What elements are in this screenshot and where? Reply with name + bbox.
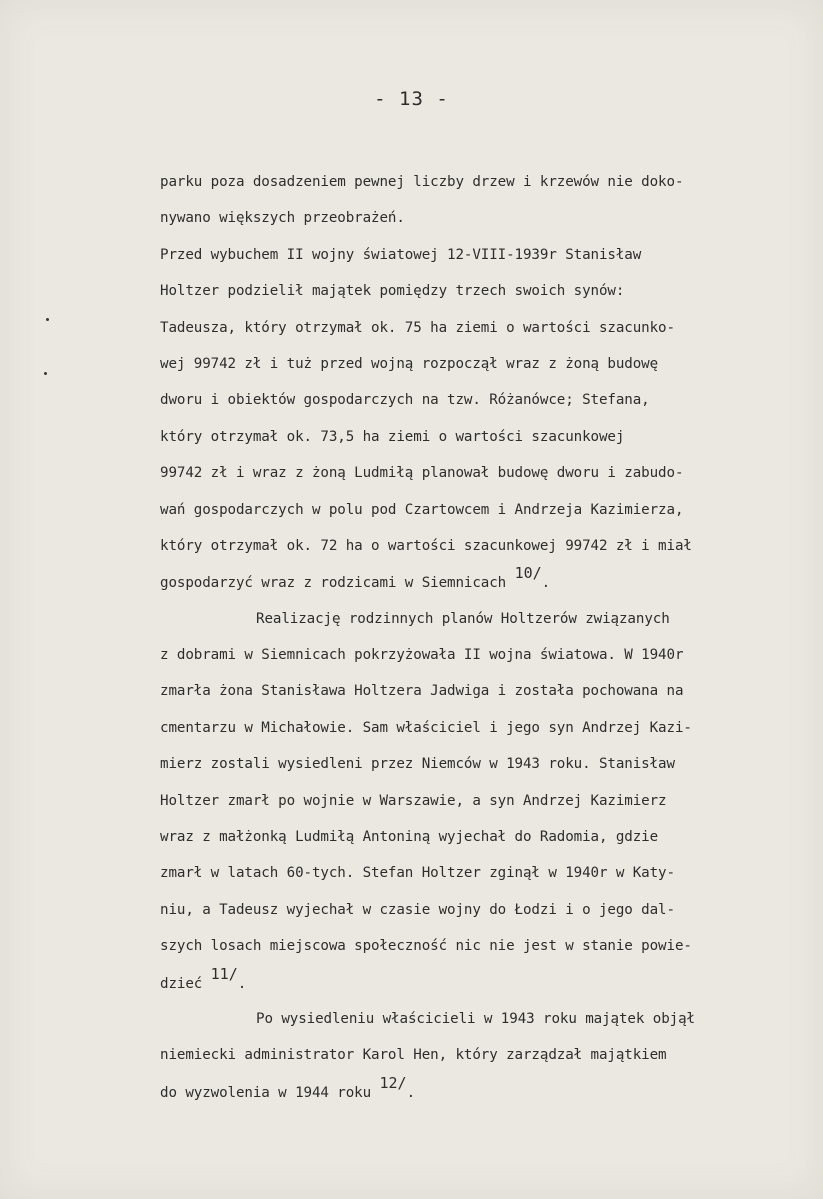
- text-line: [160, 427, 820, 463]
- line-text: dworu i obiektów gospodarczych na tzw. Różanówce; Stefana,: [160, 392, 650, 409]
- line-text: zmarła żona Stanisława Holtzera Jadwiga i została pochowana na: [160, 683, 684, 700]
- line-text: do wyzwolenia w 1944 roku: [160, 1084, 380, 1101]
- text-line: [160, 645, 820, 681]
- text-line: [160, 827, 820, 863]
- line-text: wań gospodarczych w polu pod Czartowcem i Andrzeja Kazimierza,: [160, 501, 684, 518]
- line-text: niu, a Tadeusz wyjechał w czasie wojny do Łodzi i o jego dal-: [160, 901, 675, 918]
- line-text: Holtzer podzielił majątek pomiędzy trzech swoich synów:: [160, 283, 625, 300]
- line-text: cmentarzu w Michałowie. Sam właściciel i jego syn Andrzej Kazi-: [160, 719, 692, 736]
- margin-mark: [44, 372, 47, 375]
- text-line: [160, 791, 820, 827]
- text-line: [160, 354, 820, 390]
- line-text: zmarł w latach 60-tych. Stefan Holtzer zginął w 1940r w Katy-: [160, 865, 675, 882]
- line-text: 99742 zł i wraz z żoną Ludmiłą planował budowę dworu i zabudo-: [160, 465, 684, 482]
- line-text: wej 99742 zł i tuż przed wojną rozpoczął wraz z żoną budowę: [160, 355, 659, 372]
- text-line: [160, 208, 820, 244]
- margin-mark: [46, 318, 49, 321]
- line-text: nywano większych przeobrażeń.: [160, 210, 405, 227]
- text-line: [160, 564, 820, 608]
- text-line: [160, 609, 820, 645]
- text-line: [160, 900, 820, 936]
- text-line: [160, 964, 820, 1009]
- line-punctuation: .: [237, 975, 247, 992]
- line-text: Holtzer zmarł po wojnie w Warszawie, a syn Andrzej Kazimierz: [160, 792, 667, 809]
- text-line: [160, 500, 820, 536]
- text-line: [160, 754, 820, 790]
- text-line: [160, 172, 820, 208]
- line-punctuation: .: [541, 575, 551, 592]
- text-line: [160, 718, 820, 754]
- footnote-ref: 11/: [210, 964, 238, 983]
- text-line: [160, 318, 820, 354]
- line-text: niemiecki administrator Karol Hen, który zarządzał majątkiem: [160, 1047, 667, 1064]
- footnote-ref: 12/: [379, 1073, 407, 1092]
- text-line: [160, 863, 820, 899]
- line-text: z dobrami w Siemnicach pokrzyżowała II wojna światowa. W 1940r: [160, 647, 684, 664]
- line-text: dzieć: [160, 975, 211, 992]
- text-body: [160, 172, 820, 1118]
- text-line: [160, 936, 820, 972]
- text-line: [160, 681, 820, 717]
- text-line: [160, 1045, 820, 1081]
- text-line: [160, 281, 820, 317]
- text-line: [160, 1009, 820, 1045]
- line-punctuation: .: [406, 1084, 416, 1101]
- text-line: [160, 245, 820, 281]
- line-text: który otrzymał ok. 73,5 ha ziemi o wartości szacunkowej: [160, 428, 625, 445]
- text-line: [160, 390, 820, 426]
- line-text: wraz z małżonką Ludmiłą Antoniną wyjechał do Radomia, gdzie: [160, 829, 659, 846]
- line-text: szych losach miejscowa społeczność nic nie jest w stanie powie-: [160, 938, 692, 955]
- line-text: mierz zostali wysiedleni przez Niemców w 1943 roku. Stanisław: [160, 756, 675, 773]
- line-text: Po wysiedleniu właścicieli w 1943 roku majątek objął: [256, 1010, 695, 1027]
- footnote-ref: 10/: [514, 564, 542, 583]
- text-line: [160, 536, 820, 572]
- page-number: - 13 -: [374, 88, 449, 110]
- line-text: gospodarzyć wraz z rodzicami w Siemnicach: [160, 575, 515, 592]
- line-text: Realizację rodzinnych planów Holtzerów związanych: [256, 610, 670, 627]
- line-text: Przed wybuchem II wojny światowej 12-VIII-1939r Stanisław: [160, 246, 642, 263]
- line-text: Tadeusza, który otrzymał ok. 75 ha ziemi o wartości szacunko-: [160, 319, 675, 336]
- line-text: który otrzymał ok. 72 ha o wartości szacunkowej 99742 zł i miał: [160, 537, 692, 554]
- text-line: [160, 1073, 820, 1118]
- text-line: [160, 463, 820, 499]
- line-text: parku poza dosadzeniem pewnej liczby drzew i krzewów nie doko-: [160, 174, 684, 190]
